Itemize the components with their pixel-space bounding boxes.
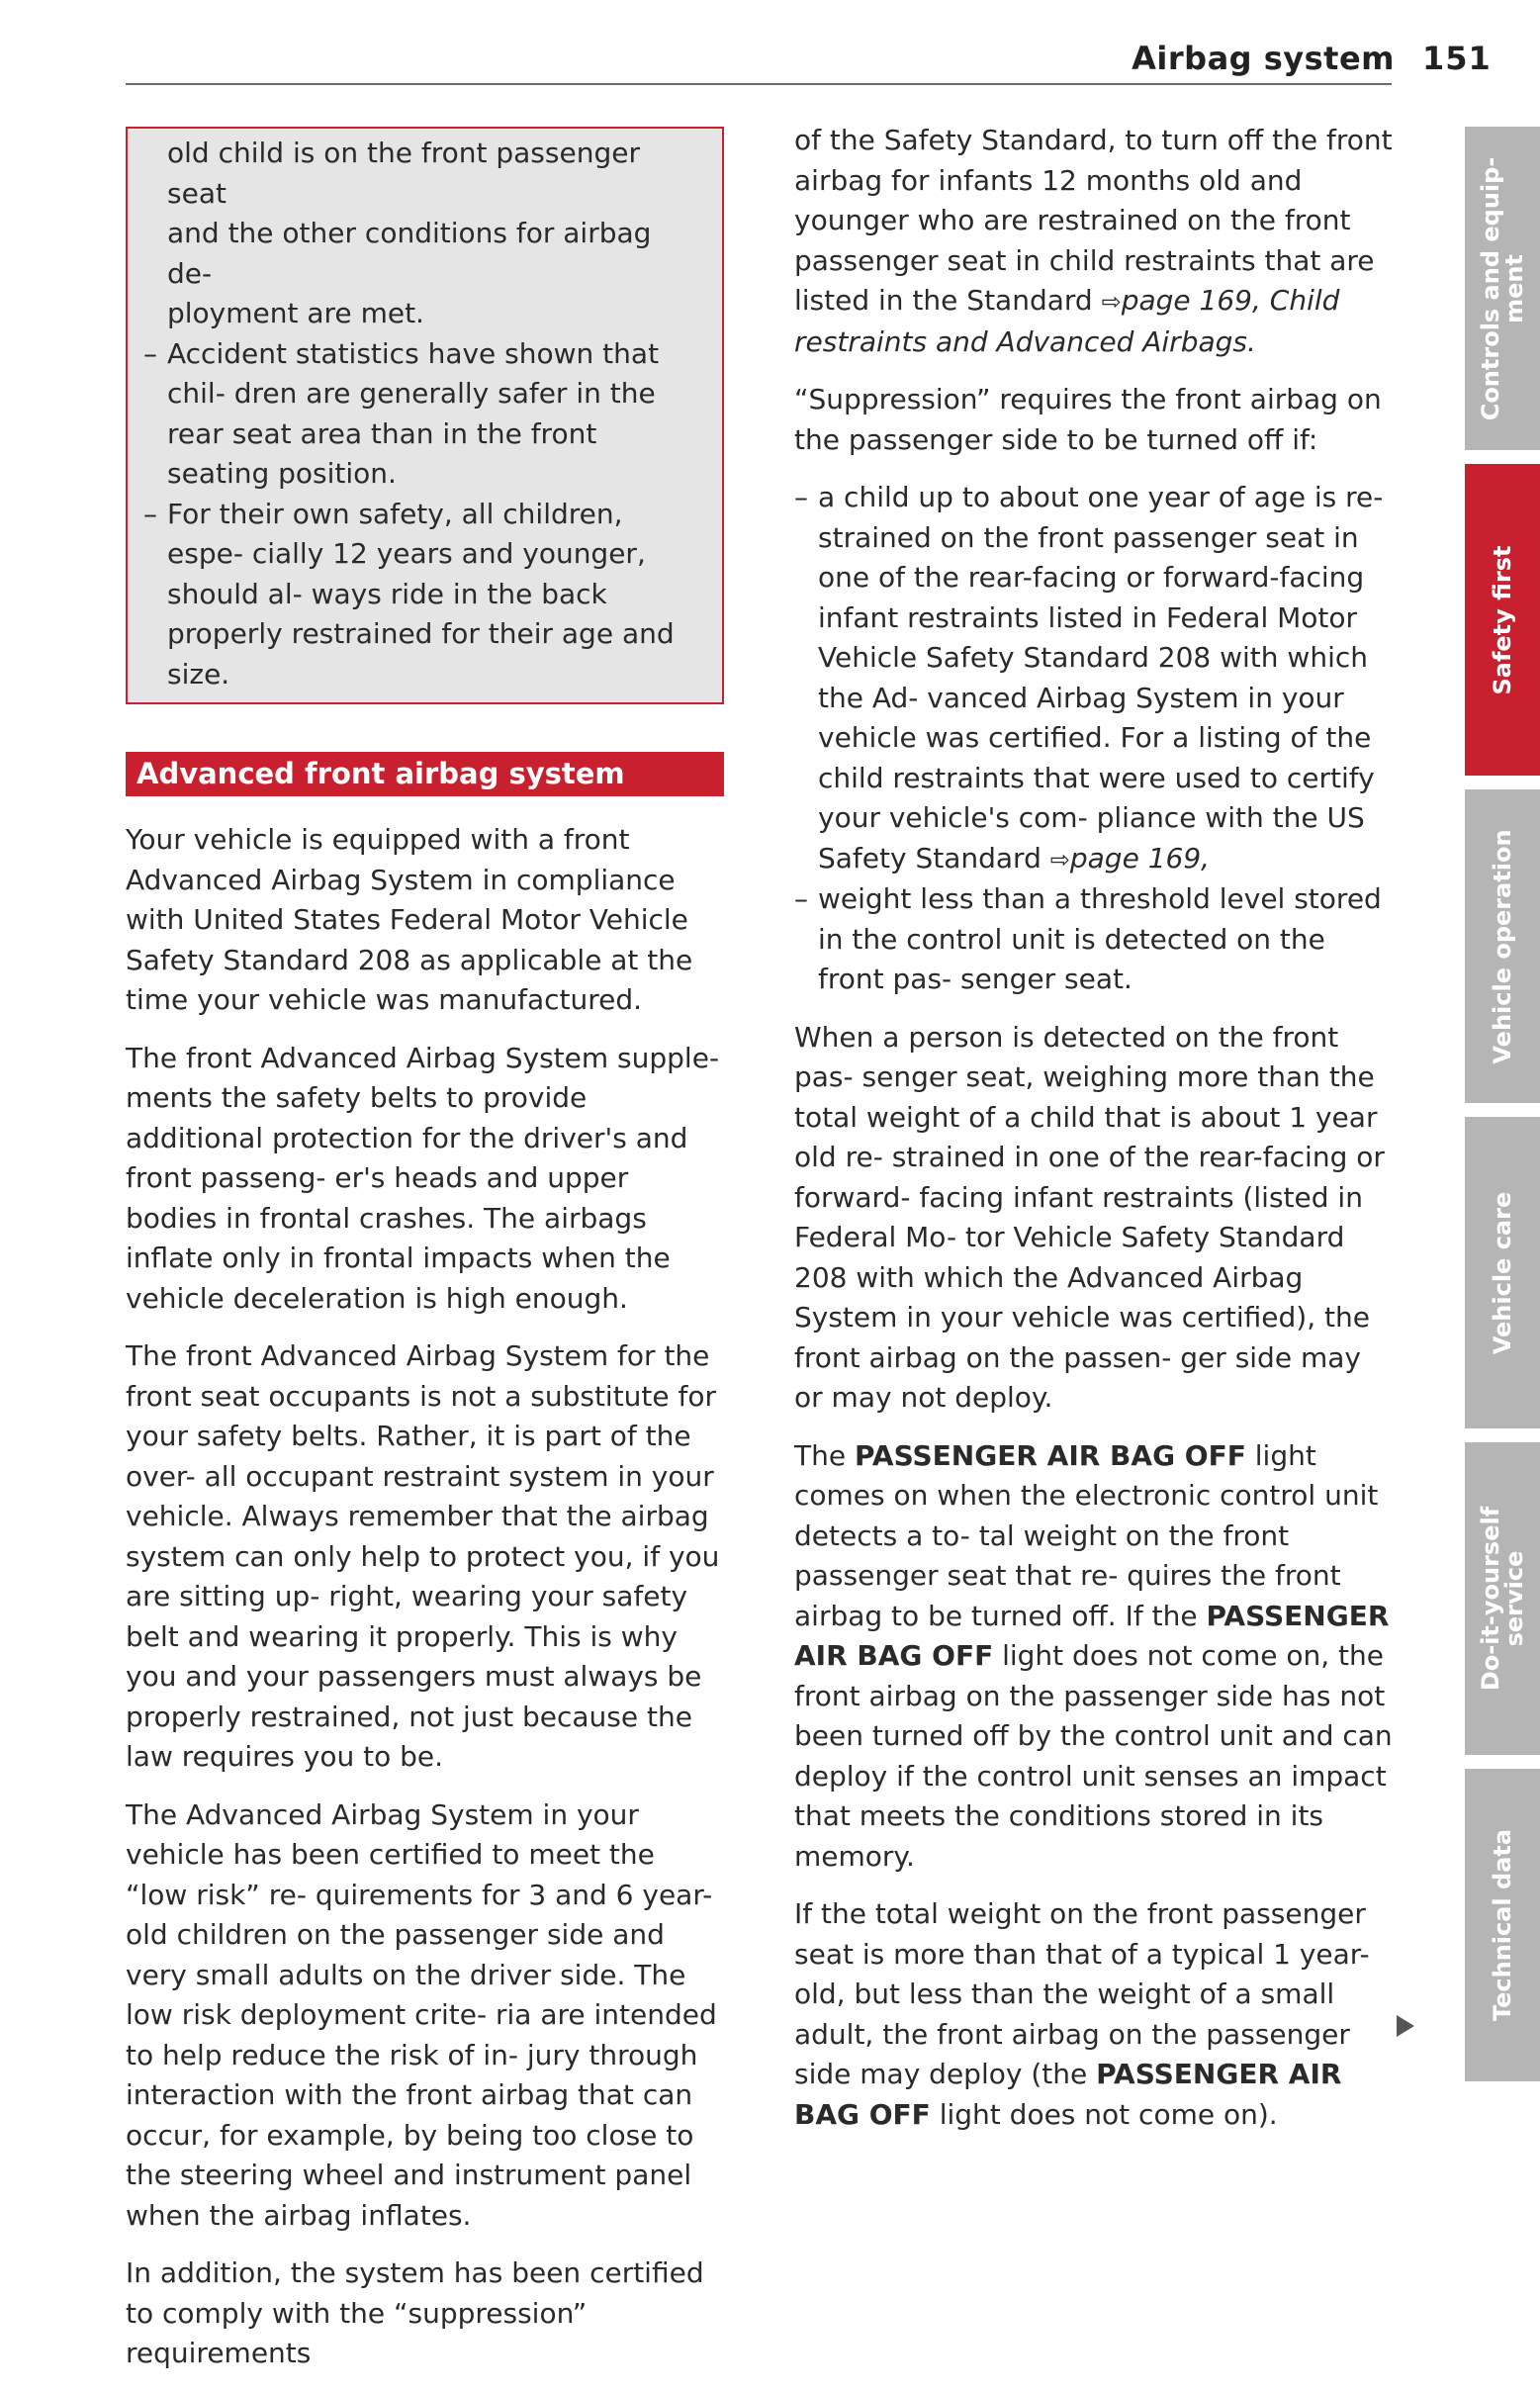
tab-label: Vehicle operation [1489,828,1516,1064]
body-paragraph: Your vehicle is equipped with a front Advanced Airbag System in compliance with United States Federal Motor Vehicle Safety Standard 208 as applicable at the time your vehicle was manufactured. [126,823,693,1016]
suppression-list [794,478,1398,1000]
running-header-title: Airbag system [1132,40,1395,77]
warning-box [126,127,724,704]
paragraph-text: light comes on when the electronic control unit detects a to- tal weight on the front passenger seat that re- quires the front airbag to be turned off. If the [794,1438,1379,1632]
continued-arrow-icon [1397,2015,1414,2037]
indicator-light-name: PASSENGER AIR BAG OFF [794,1599,1390,1672]
section-heading: Advanced front airbag system [126,752,724,796]
warning-line: ployment are met. [167,297,424,329]
page-number: 151 [1422,40,1492,77]
tab-vehicle-care[interactable] [1465,1117,1540,1428]
page-reference-link[interactable]: page 169, [1069,841,1211,874]
tab-label: Technical data [1489,1828,1516,2022]
list-item-text: a child up to about one year of age is re- strained on the front passenger seat in one of the rear-facing or forward-facing infant restraints listed in Federal Motor Vehicle Safety Standard 208 with which the Ad- vanced Airbag System in your vehicle was certified. For a listing of the child restraints that were used to certify your vehicle's com- pliance with the US Safety Standard [818,481,1384,874]
body-paragraph [794,121,1398,362]
warning-item: – Accident statistics have shown that chil- dren are generally safer in the rear seat area than in the front seating position. [167,334,702,495]
tab-label: Vehicle care [1489,1191,1516,1354]
tab-label: Do-it-yourself service [1477,1506,1528,1692]
body-paragraph: In addition, the system has been certified to comply with the “suppression” requirements [126,2256,704,2369]
list-item: – weight less than a threshold level stored in the control unit is detected on the front pas- senger seat. [794,879,1398,1000]
paragraph-text: light does not come on, the front airbag on the passenger side has not been turned off by the control unit and can deploy if the control unit senses an impact that meets the conditions stored in its memory. [794,1639,1393,1873]
tab-vehicle-operation[interactable] [1465,789,1540,1103]
tab-safety-first[interactable] [1465,464,1540,776]
page-reference-arrow-icon: ⇨ [1049,845,1070,874]
page-reference-arrow-icon: ⇨ [1101,288,1122,316]
indicator-light-name: PASSENGER AIR BAG OFF [854,1438,1246,1472]
page-reference-link[interactable]: page 169, Child restraints and Advanced Airbags. [794,284,1340,358]
body-paragraph: When a person is detected on the front pas- senger seat, weighing more than the total weight of a child that is about 1 year old re- strained in one of the rear-facing or forward- facing infant restraints (listed in Federal Mo- tor Vehicle Safety Standard 208 with which the Advanced Airbag System in your vehicle was certified), the front airbag on the passen- ger side may or may not deploy. [794,1020,1385,1414]
tab-label: Safety first [1489,544,1516,695]
tab-controls-and-equipment[interactable] [1465,127,1540,450]
body-paragraph [794,1894,1398,2135]
warning-line: old child is on the front passenger seat [167,137,640,210]
warning-line: and the other conditions for airbag de- [167,217,652,290]
paragraph-text: of the Safety Standard, to turn off the front airbag for infants 12 months old and younger who are restrained on the front passenger seat in child restraints that are listed in the Standard [794,124,1393,317]
list-item [794,478,1398,879]
body-paragraph: The Advanced Airbag System in your vehicle has been certified to meet the “low risk” re- quirements for 3 and 6 year-old children on the passenger side and very small adults on the driver side. The low risk deployment crite- ria are intended to help reduce the risk of in- jury through interaction with the front airbag that can occur, for example, by being too close to the steering wheel and instrument panel when the airbag inflates. [126,1797,717,2232]
paragraph-text: If the total weight on the front passenger seat is more than that of a typical 1 year-old, but less than the weight of a small adult, the front airbag on the passenger side may deploy (the [794,1897,1370,2090]
body-paragraph: The front Advanced Airbag System supple- ments the safety belts to provide additional protection for the driver's and front passeng- er's heads and upper bodies in frontal crashes. The airbags inflate only in frontal impacts when the vehicle deceleration is high enough. [126,1041,720,1315]
header-rule [126,83,1392,85]
left-column [126,127,724,2392]
right-column [794,121,1398,2153]
paragraph-text: The [794,1438,855,1472]
body-paragraph: “Suppression” requires the front airbag on the passenger side to be turned off if: [794,383,1382,456]
tab-label: Controls and equip- ment [1477,156,1528,420]
indicator-light-name: PASSENGER AIR BAG OFF [794,2058,1342,2131]
body-paragraph [794,1436,1398,1878]
body-paragraph: The front Advanced Airbag System for the front seat occupants is not a substitute for your safety belts. Rather, it is part of the over- all occupant restraint system in your vehicle. Always remember that the airbag system can only help to protect you, if you are sitting up- right, wearing your safety belt and wearing it properly. This is why you and your passengers must always be properly restrained, not just because the law requires you to be. [126,1339,720,1773]
paragraph-text: light does not come on). [930,2097,1278,2131]
tab-do-it-yourself-service[interactable] [1465,1442,1540,1755]
warning-item: – For their own safety, all children, espe- cially 12 years and younger, should al- ways ride in the back properly restrained for their age and size. [167,495,702,695]
tab-technical-data[interactable] [1465,1769,1540,2081]
